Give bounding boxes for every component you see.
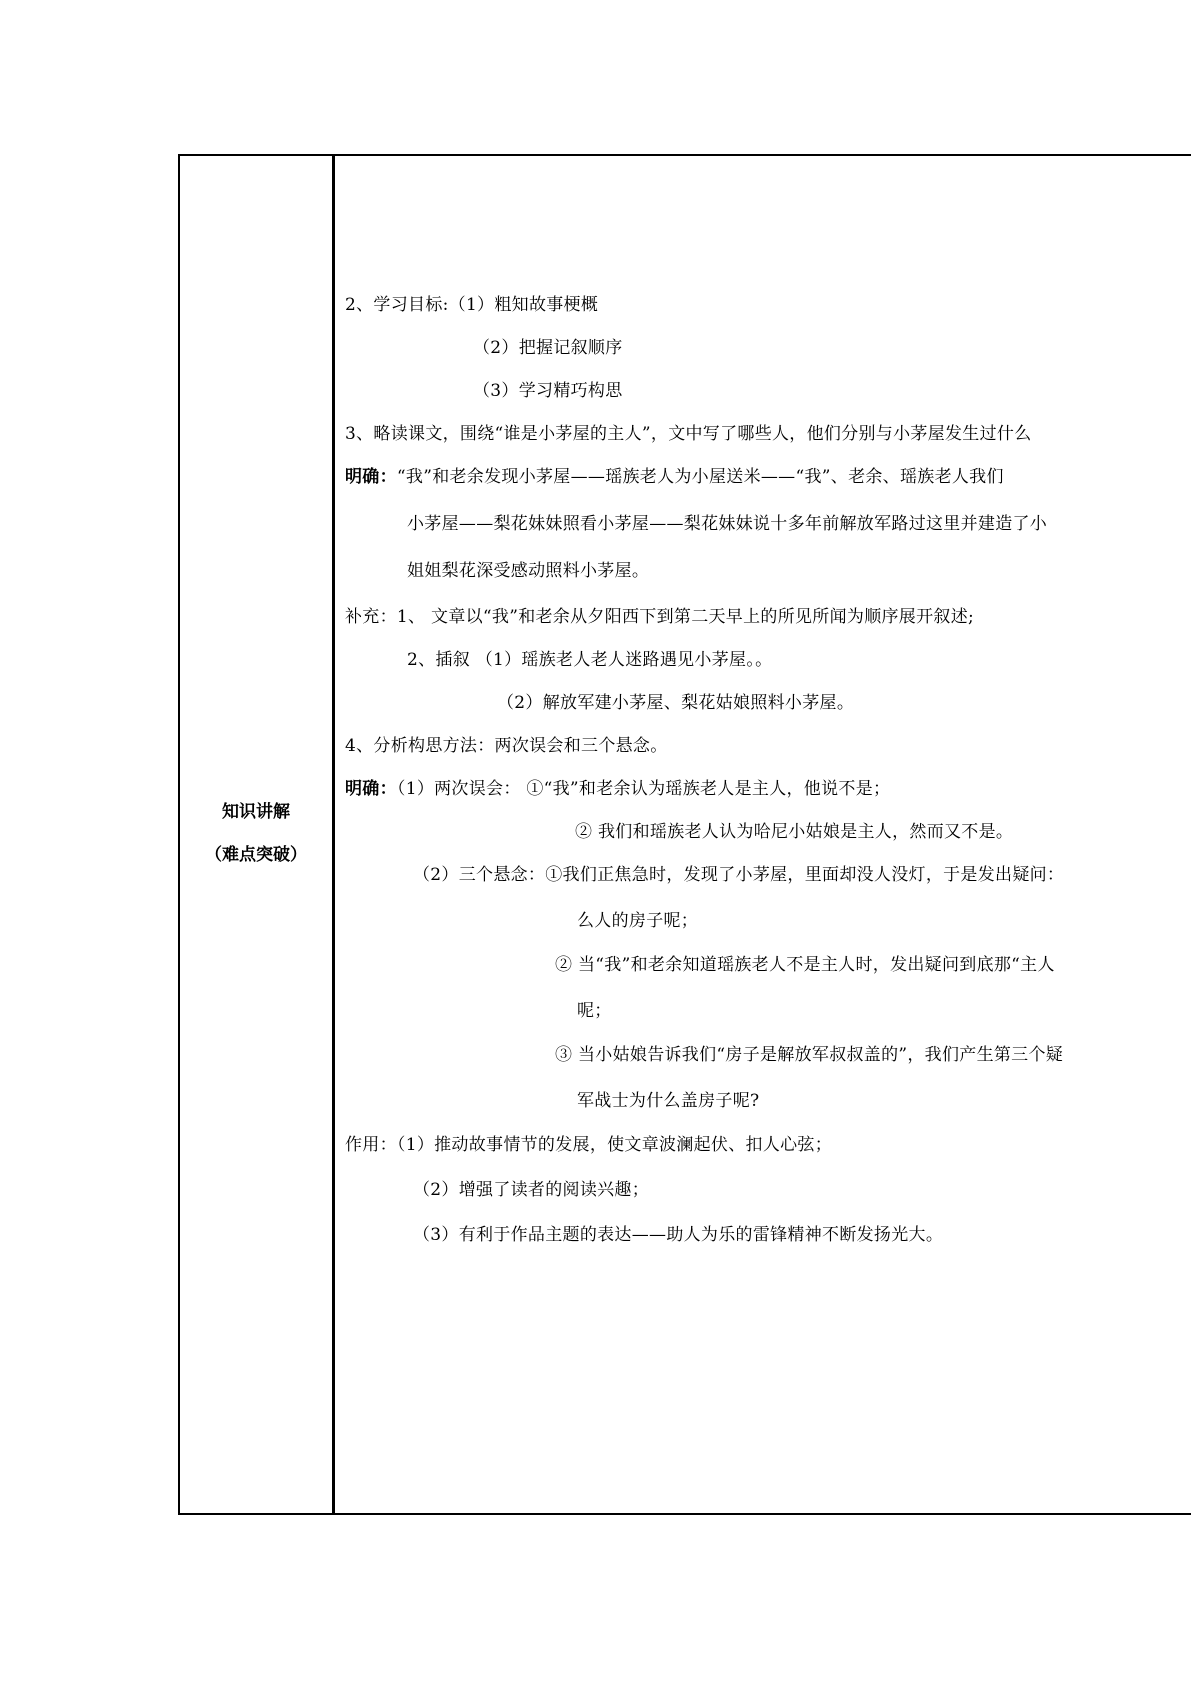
section-label: 知识讲解 (222, 802, 290, 822)
clarify-1-text: “我”和老余发现小茅屋——瑶族老人为小屋送米——“我”、老余、瑶族老人我们 (396, 467, 1004, 487)
misunderstanding-2: ② 我们和瑶族老人认为哈尼小姑娘是主人，然而又不是。 (575, 822, 1014, 842)
effect-line-1: 作用：（1）推动故事情节的发展，使文章波澜起伏、扣人心弦； (345, 1135, 833, 1155)
supplement-line-1: 补充：1、 文章以“我”和老余从夕阳西下到第二天早上的所见所闻为顺序展开叙述; (345, 607, 975, 627)
supplement-line-3: （2）解放军建小茅屋、梨花姑娘照料小茅屋。 (497, 693, 855, 713)
suspense-2-line: ② 当“我”和老余知道瑶族老人不是主人时，发出疑问到底那“主人 (555, 955, 1055, 975)
supplement-line-2: 2、插叙 （1）瑶族老人老人迷路遇见小茅屋。。 (407, 650, 773, 670)
clarify-label: 明确： (345, 467, 397, 487)
learning-goals-line: 2、学习目标:（1）粗知故事梗概 (345, 295, 599, 315)
section-sublabel: （难点突破） (205, 845, 307, 865)
clarify-1-line-3: 姐姐梨花深受感动照料小茅屋。 (407, 561, 650, 581)
suspense-3-line: ③ 当小姑娘告诉我们“房子是解放军叔叔盖的”，我们产生第三个疑 (555, 1045, 1064, 1065)
clarify-1-line (345, 466, 1004, 488)
effect-line-2: （2）增强了读者的阅读兴趣； (413, 1180, 650, 1200)
suspense-1-line-2: 么人的房子呢； (577, 911, 699, 931)
task-3-line: 3、略读课文，围绕“谁是小茅屋的主人”，文中写了哪些人，他们分别与小茅屋发生过什么 (345, 424, 1032, 444)
clarify-label: 明确： (345, 779, 397, 799)
content-cell (345, 0, 1191, 1684)
clarify-1-line-2: 小茅屋——梨花妹妹照看小茅屋——梨花妹妹说十多年前解放军路过这里并建造了小 (407, 514, 1048, 534)
task-4-line: 4、分析构思方法：两次误会和三个悬念。 (345, 736, 668, 756)
column-divider (332, 154, 335, 1515)
suspense-2-line-2: 呢； (577, 1001, 612, 1021)
learning-goal-3: （3）学习精巧构思 (473, 381, 623, 401)
effect-line-3: （3）有利于作品主题的表达——助人为乐的雷锋精神不断发扬光大。 (413, 1225, 944, 1245)
learning-goal-2: （2）把握记叙顺序 (473, 338, 623, 358)
suspense-3-line-2: 军战士为什么盖房子呢? (577, 1091, 760, 1111)
clarify-2-line (345, 778, 890, 800)
clarify-2-text: （1）两次误会： ①“我”和老余认为瑶族老人是主人，他说不是； (396, 779, 891, 799)
suspense-1-line: （2）三个悬念：①我们正焦急时，发现了小茅屋，里面却没人没灯，于是发出疑问： (413, 865, 1065, 885)
